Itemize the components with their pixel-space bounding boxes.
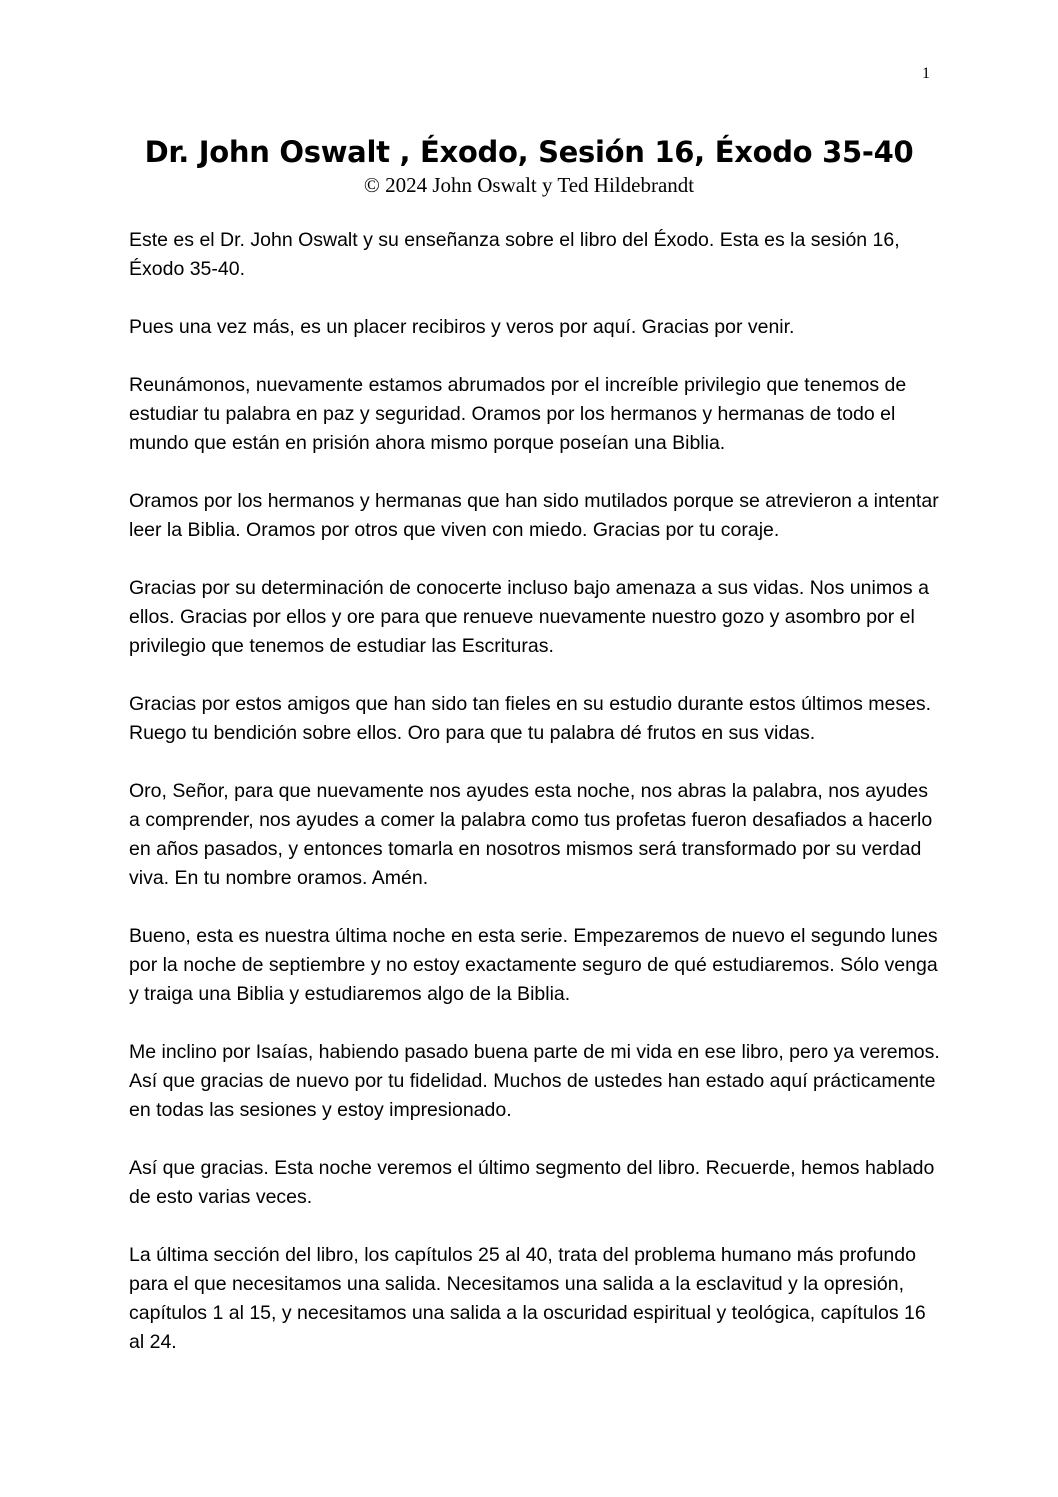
paragraph: La última sección del libro, los capítulos 25 al 40, trata del problema humano más profundo para el que necesitamos una salida. Necesitamos una salida a la esclavitud y la opresión, capítulos 1 al 15, y necesitamos una salida a la oscuridad espiritual y teológica, capítulos 16 al 24. xyxy=(129,1244,926,1353)
paragraph: Reunámonos, nuevamente estamos abrumados por el increíble privilegio que tenemos de estudiar tu palabra en paz y seguridad. Oramos por los hermanos y hermanas de todo el mundo que están en prisión ahora mismo porque poseían una Biblia. xyxy=(129,374,907,454)
paragraph: Oro, Señor, para que nuevamente nos ayudes esta noche, nos abras la palabra, nos ayudes a comprender, nos ayudes a comer la palabra como tus profetas fueron desafiados a hacerlo en años pasados, y entonces tomarla en nosotros mismos será transformado por su verdad viva. En tu nombre oramos. Amén. xyxy=(129,780,933,889)
document-title: Dr. John Oswalt , Éxodo, Sesión 16, Éxodo 35-40 xyxy=(144,135,914,169)
document-body xyxy=(129,226,944,1386)
page-number: 1 xyxy=(922,65,930,82)
copyright-line: © 2024 John Oswalt y Ted Hildebrandt xyxy=(363,173,695,197)
paragraph: Me inclino por Isaías, habiendo pasado buena parte de mi vida en ese libro, pero ya veremos. Así que gracias de nuevo por tu fidelidad. Muchos de ustedes han estado aquí prácticamente en todas las sesiones y estoy impresionado. xyxy=(129,1041,940,1121)
paragraph: Así que gracias. Esta noche veremos el último segmento del libro. Recuerde, hemos hablado de esto varias veces. xyxy=(129,1157,935,1208)
paragraph: Pues una vez más, es un placer recibiros y veros por aquí. Gracias por venir. xyxy=(129,316,795,338)
paragraph: Gracias por su determinación de conocerte incluso bajo amenaza a sus vidas. Nos unimos a ellos. Gracias por ellos y ore para que renueve nuevamente nuestro gozo y asombro por el privilegio que tenemos de estudiar las Escrituras. xyxy=(129,577,929,657)
paragraph: Bueno, esta es nuestra última noche en esta serie. Empezaremos de nuevo el segundo lunes por la noche de septiembre y no estoy exactamente seguro de qué estudiaremos. Sólo venga y traiga una Biblia y estudiaremos algo de la Biblia. xyxy=(129,925,938,1005)
paragraph: Gracias por estos amigos que han sido tan fieles en su estudio durante estos últimos meses. Ruego tu bendición sobre ellos. Oro para que tu palabra dé frutos en sus vidas. xyxy=(129,693,932,744)
paragraph: Este es el Dr. John Oswalt y su enseñanza sobre el libro del Éxodo. Esta es la sesión 16, Éxodo 35-40. xyxy=(129,229,900,280)
paragraph: Oramos por los hermanos y hermanas que han sido mutilados porque se atrevieron a intentar leer la Biblia. Oramos por otros que viven con miedo. Gracias por tu coraje. xyxy=(129,490,939,541)
